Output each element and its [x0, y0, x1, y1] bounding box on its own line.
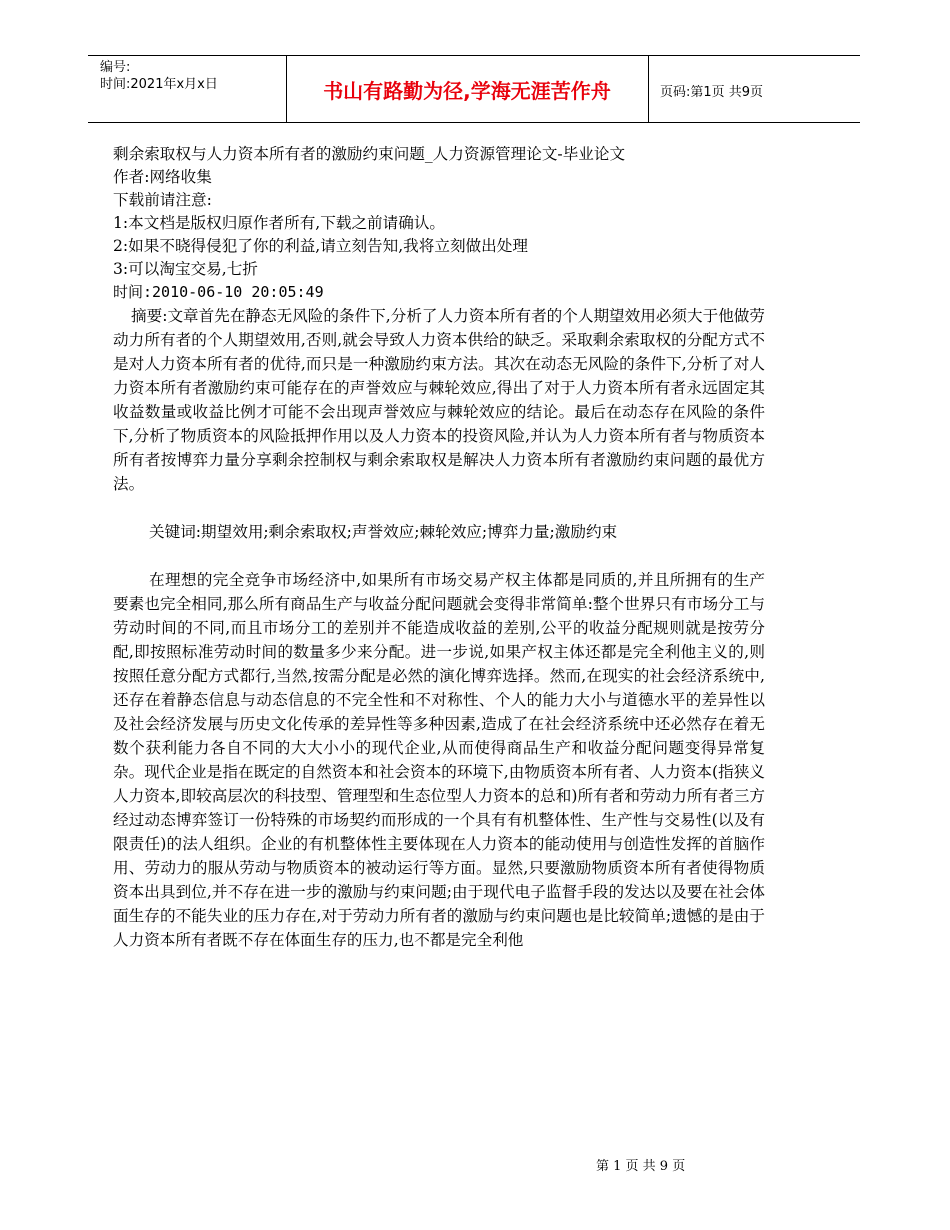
date-line: 时间:2021年x月x日: [100, 77, 218, 92]
body-paragraph: 在理想的完全竞争市场经济中,如果所有市场交易产权主体都是同质的,并且所拥有的生产要素也完全相同,那么所有商品生产与收益分配问题就会变得非常简单:整个世界只有市场分工与劳动时间的不同,而且市场分工的差别并不能造成收益的差别,公平的收益分配规则就是按劳分配,即按照标准劳动时间的数量多少来分配。进一步说,如果产权主体还都是完全利他主义的,则按照任意分配方式都行,当然,按需分配是必然的演化博弈选择。然而,在现实的社会经济系统中,还存在着静态信息与动态信息的不完全性和不对称性、个人的能力大小与道德水平的差异性以及社会经济发展与历史文化传承的差异性等多种因素,造成了在社会经济系统中还必然存在着无数个获利能力各自不同的大大小小的现代企业,从而使得商品生产和收益分配问题变得异常复杂。现代企业是指在既定的自然资本和社会资本的环境下,由物质资本所有者、人力资本(指狭义人力资本,即较高层次的科技型、管理型和生态位型人力资本的总和)所有者和劳动力所有者三方经过动态博弈签订一份特殊的市场契约而形成的一个具有有机整体性、生产性与交易性(以及有限责任)的法人组织。企业的有机整体性主要体现在人力资本的能动使用与创造性发挥的首脑作用、劳动力的服从劳动与物质资本的被动运行等方面。显然,只要激励物质资本所有者使得物质资本出具到位,并不存在进一步的激励与约束问题;由于现代电子监督手段的发达以及要在社会体面生存的不能失业的压力存在,对于劳动力所有者的激励与约束问题也是比较简单;遗憾的是由于人力资本所有者既不存在体面生存的压力,也不都是完全利他: [113, 571, 765, 949]
document-body: [113, 143, 765, 952]
notice-item: 3:可以淘宝交易,七折: [113, 260, 258, 278]
number-label: 编号:: [100, 60, 131, 75]
header-divider: [648, 56, 649, 122]
notice-item: 2:如果不晓得侵犯了你的利益,请立刻告知,我将立刻做出处理: [113, 237, 528, 255]
timestamp: 时间:2010-06-10 20:05:49: [113, 283, 324, 301]
keywords-paragraph: 关键词:期望效用;剩余索取权;声誉效应;棘轮效应;博弈力量;激励约束: [149, 523, 618, 541]
doc-title: 剩余索取权与人力资本所有者的激励约束问题_人力资源管理论文-毕业论文: [113, 145, 626, 163]
abstract-paragraph: 摘要:文章首先在静态无风险的条件下,分析了人力资本所有者的个人期望效用必须大于他做劳动力所有者的个人期望效用,否则,就会导致人力资本供给的缺乏。采取剩余索取权的分配方式不是对人力资本所有者的优待,而只是一种激励约束方法。其次在动态无风险的条件下,分析了对人力资本所有者激励约束可能存在的声誉效应与棘轮效应,得出了对于人力资本所有者永远固定其收益数量或收益比例才可能不会出现声誉效应与棘轮效应的结论。最后在动态存在风险的条件下,分析了物质资本的风险抵押作用以及人力资本的投资风险,并认为人力资本所有者与物质资本所有者按博弈力量分享剩余控制权与剩余索取权是解决人力资本所有者激励约束问题的最优方法。: [113, 307, 765, 493]
notice-item: 1:本文档是版权归原作者所有,下载之前请确认。: [113, 214, 446, 232]
header-left-cell: [100, 59, 218, 93]
page-footer: 第 1 页 共 9 页: [596, 1159, 686, 1174]
author-line: 作者:网络收集: [113, 168, 212, 186]
motto: 书山有路勤为径,学海无涯苦作舟: [323, 79, 611, 103]
page-info: 页码:第1页 共9页: [660, 85, 764, 100]
header-table: [88, 55, 860, 123]
notice-heading: 下载前请注意:: [113, 191, 212, 209]
